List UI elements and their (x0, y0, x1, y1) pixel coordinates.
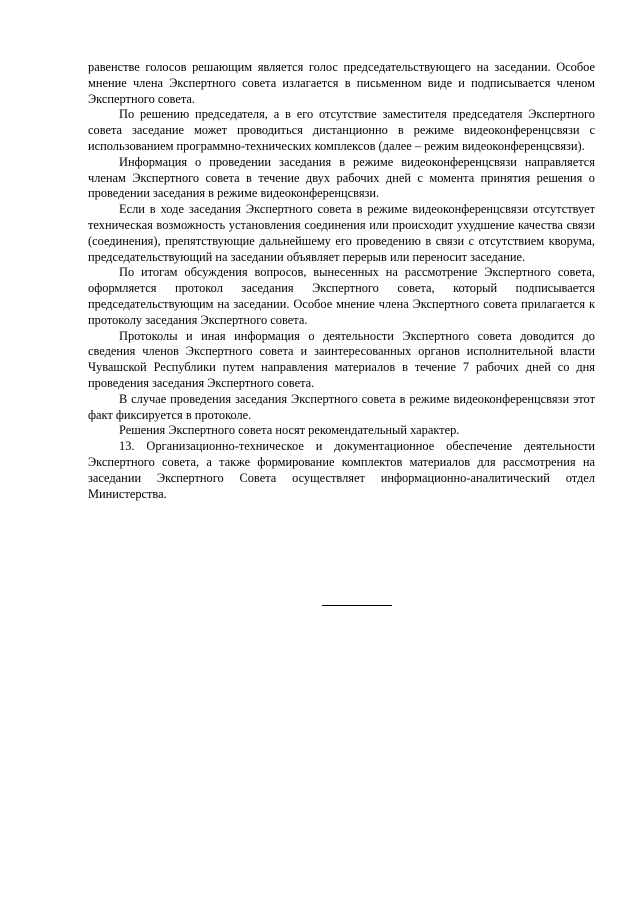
paragraph-section-13: 13. Организационно-техническое и документационное обеспечение деятельности Экспертного совета, а также формирование комплектов материалов для рассмотрения на заседании Экспертного Совета осуществляет информационно-аналитический отдел Министерства. (88, 439, 595, 501)
paragraph-connection-failure: Если в ходе заседания Экспертного совета в режиме видеоконференцсвязи отсутствует техническая возможность установления соединения или происходит ухудшение качества связи (соединения), препятствующие дальнейшему его проведению в связи с отсутствием кворума, председательствующий на заседании объявляет перерыв или переносит заседание. (88, 202, 595, 264)
paragraph-protocol-distribution: Протоколы и иная информация о деятельности Экспертного совета доводится до сведения членов Экспертного совета и заинтересованных органов исполнительной власти Чувашской Республики путем направления материалов в течение 7 рабочих дней со дня проведения заседания Экспертного совета. (88, 328, 595, 390)
paragraph-dissenting-opinion: равенстве голосов решающим является голос председательствующего на заседании. Особое мнение члена Экспертного совета излагается в письменном виде и подписывается членом Экспертного совета. (88, 60, 595, 106)
paragraph-meeting-protocol: По итогам обсуждения вопросов, вынесенных на рассмотрение Экспертного совета, оформляется протокол заседания Экспертного совета, который подписывается председательствующим на заседании. Особое мнение члена Экспертного совета прилагается к протоколу заседания Экспертного совета. (88, 265, 595, 327)
end-of-document-divider (322, 605, 392, 606)
document-body (88, 60, 595, 502)
paragraph-videoconference-decision: По решению председателя, а в его отсутствие заместителя председателя Экспертного совета заседание может проводиться дистанционно в режиме видеоконференцсвязи с использованием программно-технических комплексов (далее – режим видеоконференцсвязи). (88, 107, 595, 153)
paragraph-recommendations: Решения Экспертного совета носят рекомендательный характер. (119, 423, 460, 438)
paragraph-videoconference-record: В случае проведения заседания Экспертного совета в режиме видеоконференцсвязи этот факт фиксируется в протоколе. (88, 391, 595, 422)
paragraph-videoconference-notice: Информация о проведении заседания в режиме видеоконференцсвязи направляется членам Экспертного совета в течение двух рабочих дней с момента принятия решения о проведении заседания в режиме видеоконференцсвязи. (88, 154, 595, 201)
